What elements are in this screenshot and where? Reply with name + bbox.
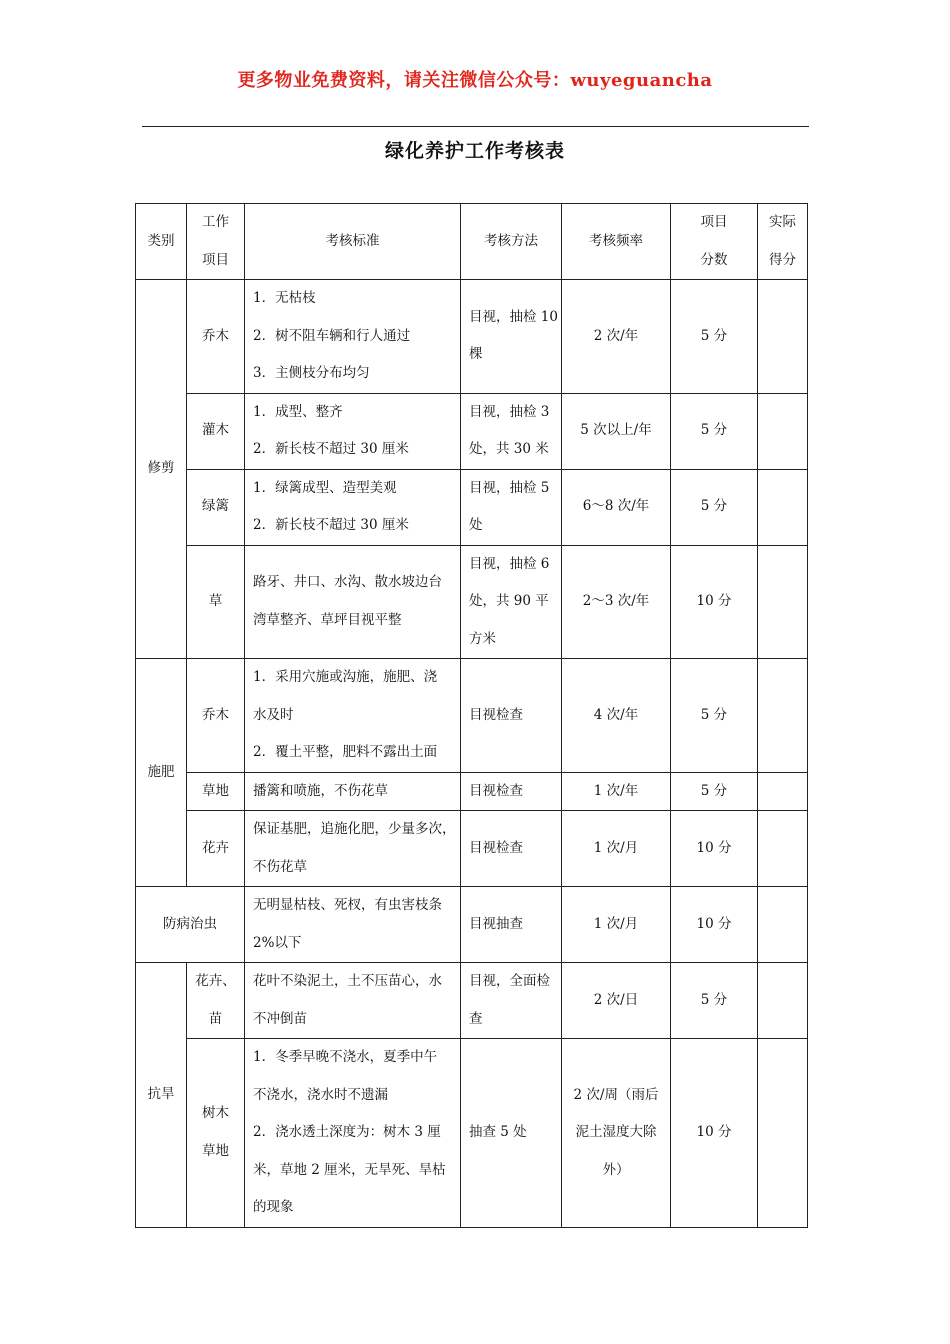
points-cell: 10 分	[671, 545, 758, 659]
standard-cell: 1．绿篱成型、造型美观 2．新长枝不超过 30 厘米	[245, 469, 461, 545]
item-cell: 乔木	[187, 659, 245, 773]
actual-score-cell[interactable]	[758, 659, 808, 773]
table-row	[136, 280, 808, 394]
points-cell: 10 分	[671, 1039, 758, 1228]
category-cell: 施肥	[136, 659, 187, 887]
actual-score-cell[interactable]	[758, 469, 808, 545]
standard-cell: 保证基肥，追施化肥，少量多次， 不伤花草	[245, 811, 461, 887]
actual-score-cell[interactable]	[758, 1039, 808, 1228]
actual-score-cell[interactable]	[758, 811, 808, 887]
frequency-cell: 2 次/周（雨后 泥土湿度大除 外）	[562, 1039, 671, 1228]
promo-banner: 更多物业免费资料，请关注微信公众号：wuyeguancha	[237, 70, 713, 91]
assessment-table	[135, 203, 808, 1228]
method-cell: 目视，全面检 查	[461, 963, 562, 1039]
col-header-item: 工作 项目	[187, 204, 245, 280]
method-cell: 目视检查	[461, 659, 562, 773]
standard-cell: 1．冬季早晚不浇水，夏季中午 不浇水，浇水时不遗漏 2．浇水透土深度为：树木 3 厘 米，草地 2 厘米，无旱死、旱枯 的现象	[245, 1039, 461, 1228]
category-cell: 抗旱	[136, 963, 187, 1228]
page-title: 绿化养护工作考核表	[384, 140, 565, 162]
item-cell: 树木 草地	[187, 1039, 245, 1228]
frequency-cell: 4 次/年	[562, 659, 671, 773]
method-cell: 目视检查	[461, 772, 562, 811]
frequency-cell: 2 次/日	[562, 963, 671, 1039]
frequency-cell: 6～8 次/年	[562, 469, 671, 545]
standard-cell: 无明显枯枝、死杈，有虫害枝条 2%以下	[245, 887, 461, 963]
actual-score-cell[interactable]	[758, 280, 808, 394]
actual-score-cell[interactable]	[758, 963, 808, 1039]
col-header-standard: 考核标准	[245, 204, 461, 280]
method-cell: 目视，抽检 5 处	[461, 469, 562, 545]
actual-score-cell[interactable]	[758, 393, 808, 469]
points-cell: 5 分	[671, 659, 758, 773]
method-cell: 目视，抽检 6 处，共 90 平 方米	[461, 545, 562, 659]
col-header-actual: 实际 得分	[758, 204, 808, 280]
col-header-points: 项目 分数	[671, 204, 758, 280]
standard-cell: 播篱和喷施，不伤花草	[245, 772, 461, 811]
table-row	[136, 772, 808, 811]
table-row	[136, 393, 808, 469]
item-cell: 花卉、 苗	[187, 963, 245, 1039]
standard-cell: 花叶不染泥土，土不压苗心，水 不冲倒苗	[245, 963, 461, 1039]
table-header-row	[136, 204, 808, 280]
points-cell: 5 分	[671, 772, 758, 811]
points-cell: 5 分	[671, 469, 758, 545]
points-cell: 10 分	[671, 887, 758, 963]
table-row	[136, 811, 808, 887]
item-cell: 草	[187, 545, 245, 659]
col-header-frequency: 考核频率	[562, 204, 671, 280]
col-header-category: 类别	[136, 204, 187, 280]
points-cell: 5 分	[671, 280, 758, 394]
category-cell: 防病治虫	[136, 887, 245, 963]
standard-cell: 1．采用穴施或沟施，施肥、浇 水及时 2．覆土平整，肥料不露出土面	[245, 659, 461, 773]
method-cell: 目视，抽检 10 棵	[461, 280, 562, 394]
method-cell: 目视检查	[461, 811, 562, 887]
frequency-cell: 5 次以上/年	[562, 393, 671, 469]
item-cell: 花卉	[187, 811, 245, 887]
item-cell: 草地	[187, 772, 245, 811]
item-cell: 灌木	[187, 393, 245, 469]
method-cell: 目视抽查	[461, 887, 562, 963]
table-row	[136, 963, 808, 1039]
item-cell: 绿篱	[187, 469, 245, 545]
table-row	[136, 545, 808, 659]
category-cell: 修剪	[136, 280, 187, 659]
frequency-cell: 2～3 次/年	[562, 545, 671, 659]
points-cell: 5 分	[671, 963, 758, 1039]
actual-score-cell[interactable]	[758, 887, 808, 963]
method-cell: 目视，抽检 3 处，共 30 米	[461, 393, 562, 469]
table-row	[136, 887, 808, 963]
actual-score-cell[interactable]	[758, 545, 808, 659]
actual-score-cell[interactable]	[758, 772, 808, 811]
frequency-cell: 1 次/月	[562, 887, 671, 963]
standard-cell: 路牙、井口、水沟、散水坡边台 湾草整齐、草坪目视平整	[245, 545, 461, 659]
points-cell: 10 分	[671, 811, 758, 887]
points-cell: 5 分	[671, 393, 758, 469]
frequency-cell: 1 次/年	[562, 772, 671, 811]
frequency-cell: 2 次/年	[562, 280, 671, 394]
standard-cell: 1．无枯枝 2．树不阻车辆和行人通过 3．主侧枝分布均匀	[245, 280, 461, 394]
table-row	[136, 659, 808, 773]
method-cell: 抽查 5 处	[461, 1039, 562, 1228]
frequency-cell: 1 次/月	[562, 811, 671, 887]
item-cell: 乔木	[187, 280, 245, 394]
standard-cell: 1．成型、整齐 2．新长枝不超过 30 厘米	[245, 393, 461, 469]
table-row	[136, 469, 808, 545]
table-row	[136, 1039, 808, 1228]
header-divider	[142, 126, 809, 127]
col-header-method: 考核方法	[461, 204, 562, 280]
